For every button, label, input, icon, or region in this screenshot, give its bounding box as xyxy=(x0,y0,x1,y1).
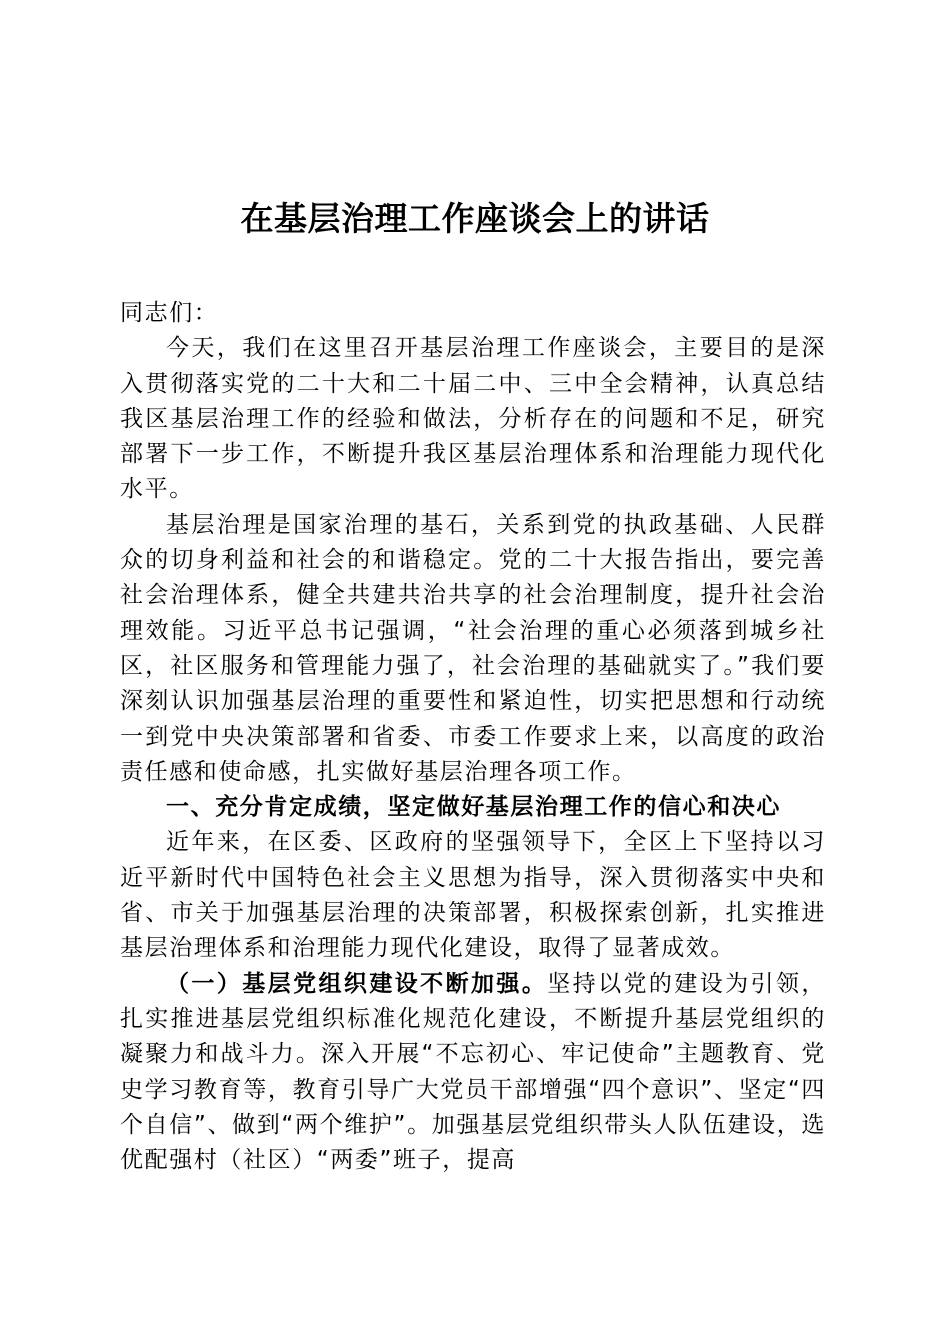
paragraph-opening: 今天，我们在这里召开基层治理工作座谈会，主要目的是深入贯彻落实党的二十大和二十届二中、三中全会精神，认真总结我区基层治理工作的经验和做法，分析存在的问题和不足，研究部署下一步工作，不断提升我区基层治理体系和治理能力现代化水平。 xyxy=(120,335,826,503)
salutation: 同志们： xyxy=(120,300,219,326)
document-body xyxy=(120,296,826,1178)
paragraph-section-intro: 近年来，在区委、区政府的坚强领导下，全区上下坚持以习近平新时代中国特色社会主义思想为指导，深入贯彻落实中央和省、市关于加强基层治理的决策部署，积极探索创新，扎实推进基层治理体系和治理能力现代化建设，取得了显著成效。 xyxy=(120,829,826,962)
paragraph-significance: 基层治理是国家治理的基石，关系到党的执政基础、人民群众的切身利益和社会的和谐稳定。党的二十大报告指出，要完善社会治理体系，健全共建共治共享的社会治理制度，提升社会治理效能。习近平总书记强调，“社会治理的重心必须落到城乡社区，社区服务和管理能力强了，社会治理的基础就实了。”我们要深刻认识加强基层治理的重要性和紧迫性，切实把思想和行动统一到党中央决策部署和省委、市委工作要求上来，以高度的政治责任感和使命感，扎实做好基层治理各项工作。 xyxy=(120,511,826,785)
subsection-text: 坚持以党的建设为引领，扎实推进基层党组织标准化规范化建设，不断提升基层党组织的凝聚力和战斗力。深入开展“不忘初心、牢记使命”主题教育、党史学习教育等，教育引导广大党员干部增强“四个意识”、坚定“四个自信”、做到“两个维护”。加强基层党组织带头人队伍建设，选优配强村（社区）“两委”班子，提高 xyxy=(120,970,826,1174)
paragraph-subsection xyxy=(120,967,826,1179)
section-heading: 一、充分肯定成绩，坚定做好基层治理工作的信心和决心 xyxy=(166,794,781,821)
subsection-lead: （一）基层党组织建设不断加强。 xyxy=(166,970,548,997)
document-title: 在基层治理工作座谈会上的讲话 xyxy=(240,199,710,238)
